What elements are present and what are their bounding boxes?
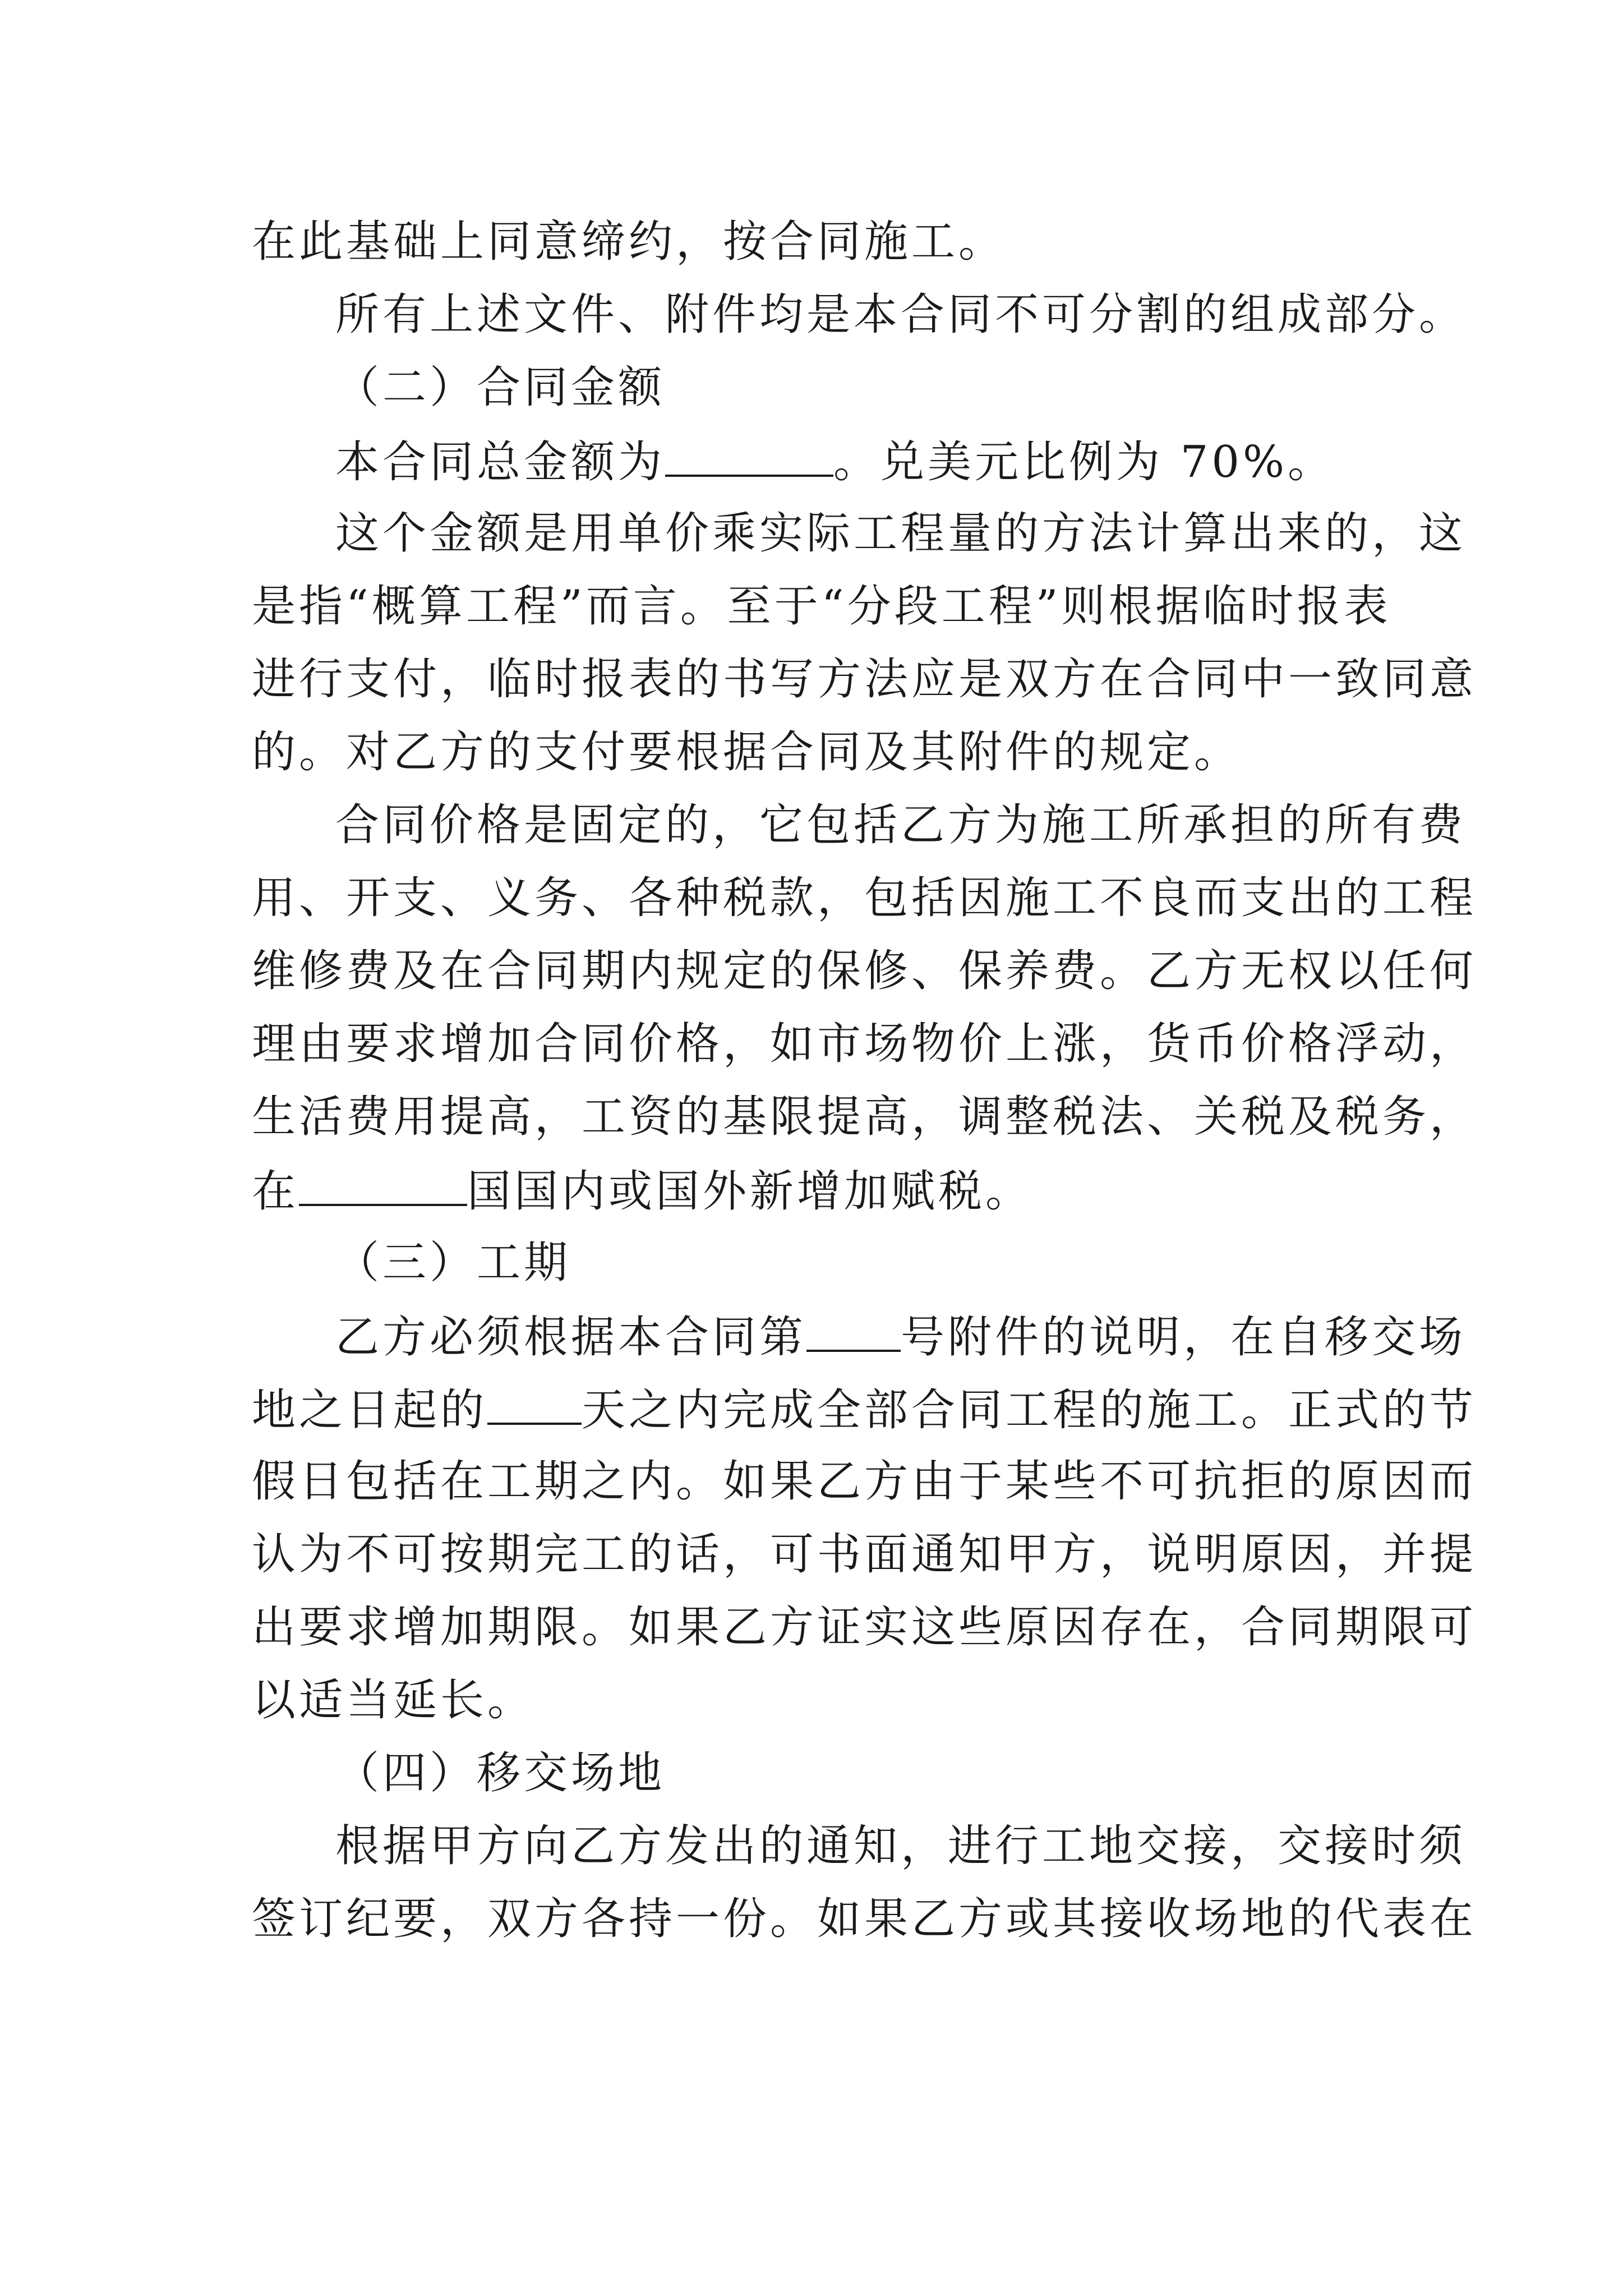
paragraph-line bbox=[252, 643, 1477, 716]
paragraph-line bbox=[252, 570, 1391, 643]
text-run: 维修费及在合同期内规定的保修、保养费。乙方无权以任何 bbox=[252, 946, 1477, 996]
text-run: 号附件的说明，在自移交场 bbox=[901, 1312, 1467, 1363]
paragraph-line bbox=[252, 1664, 534, 1737]
paragraph-line bbox=[252, 862, 1477, 935]
heading-text: （四）移交场地 bbox=[335, 1748, 666, 1798]
paragraph-line bbox=[252, 1445, 1477, 1518]
text-run: 所有上述文件、附件均是本合同不可分割的组成部分。 bbox=[335, 289, 1467, 340]
text-run: 签订纪要，双方各持一份。如果乙方或其接收场地的代表在 bbox=[252, 1894, 1477, 1944]
text-run: 本合同总金额为 bbox=[335, 437, 666, 487]
paragraph-line bbox=[252, 1080, 1477, 1153]
text-run: 生活费用提高，工资的基限提高，调整税法、关税及税务， bbox=[252, 1092, 1477, 1142]
text-run: 是指“概算工程”而言。至于“分段工程”则根据临时报表 bbox=[252, 581, 1391, 632]
paragraph-line bbox=[252, 1591, 1477, 1664]
paragraph-line bbox=[335, 1810, 1466, 1883]
text-run: 假日包括在工期之内。如果乙方由于某些不可抗拒的原因而 bbox=[252, 1456, 1477, 1507]
fill-in-blank bbox=[487, 1372, 582, 1425]
text-run: 合同价格是固定的，它包括乙方为施工所承担的所有费 bbox=[335, 800, 1467, 850]
paragraph-line bbox=[252, 1007, 1477, 1080]
text-run: 认为不可按期完工的话，可书面通知甲方，说明原因，并提 bbox=[252, 1529, 1477, 1580]
fill-in-blank bbox=[806, 1299, 901, 1352]
text-run: 出要求增加期限。如果乙方证实这些原因存在，合同期限可 bbox=[252, 1602, 1477, 1653]
paragraph-line bbox=[335, 278, 1466, 351]
text-run: 国国内或国外新增加赋税。 bbox=[467, 1166, 1033, 1217]
section-heading bbox=[335, 1737, 665, 1810]
text-run: 理由要求增加合同价格，如市场物价上涨，货币价格浮动， bbox=[252, 1019, 1477, 1069]
paragraph-line bbox=[252, 205, 1006, 278]
heading-text: （二）合同金额 bbox=[335, 362, 666, 413]
text-run: 用、开支、义务、各种税款，包括因施工不良而支出的工程 bbox=[252, 873, 1477, 923]
paragraph-line bbox=[335, 424, 1335, 497]
text-run: 地之日起的 bbox=[252, 1385, 488, 1435]
paragraph-line bbox=[335, 497, 1466, 570]
text-run: 以适当延长。 bbox=[252, 1675, 535, 1726]
paragraph-line bbox=[252, 1153, 1032, 1226]
paragraph-line bbox=[335, 789, 1466, 862]
text-run: 。兑美元比例为 70%。 bbox=[833, 437, 1335, 487]
paragraph-line bbox=[335, 1299, 1466, 1372]
text-run: 进行支付，临时报表的书写方法应是双方在合同中一致同意 bbox=[252, 654, 1477, 705]
fill-in-blank bbox=[665, 424, 833, 477]
section-heading bbox=[335, 351, 665, 424]
text-run: 天之内完成全部合同工程的施工。正式的节 bbox=[582, 1385, 1477, 1435]
section-heading bbox=[335, 1226, 571, 1299]
text-run: 在 bbox=[252, 1166, 299, 1217]
paragraph-line bbox=[252, 716, 1241, 789]
text-run: 乙方必须根据本合同第 bbox=[335, 1312, 807, 1363]
fill-in-blank bbox=[299, 1153, 467, 1206]
paragraph-line bbox=[252, 1883, 1477, 1955]
paragraph-line bbox=[252, 1372, 1477, 1445]
paragraph-line bbox=[252, 1518, 1477, 1591]
text-run: 在此基础上同意缔约，按合同施工。 bbox=[252, 217, 1006, 267]
text-run: 这个金额是用单价乘实际工程量的方法计算出来的，这 bbox=[335, 508, 1467, 559]
paragraph-line bbox=[252, 935, 1477, 1007]
text-run: 的。对乙方的支付要根据合同及其附件的规定。 bbox=[252, 727, 1242, 777]
text-run: 根据甲方向乙方发出的通知，进行工地交接，交接时须 bbox=[335, 1821, 1467, 1871]
heading-text: （三）工期 bbox=[335, 1237, 571, 1288]
